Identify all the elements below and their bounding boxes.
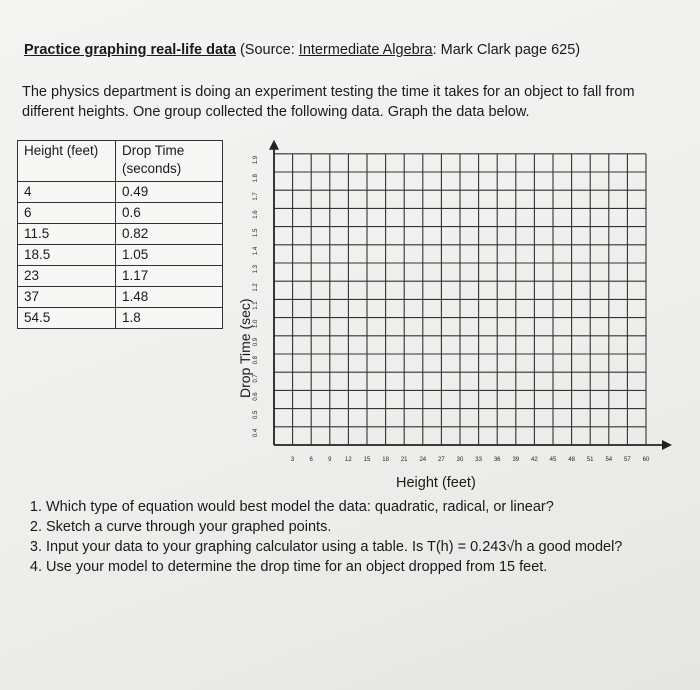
x-tick-label: 33 bbox=[475, 457, 482, 463]
table-row bbox=[18, 203, 223, 224]
source-suffix: : Mark Clark page 625) bbox=[432, 42, 581, 58]
question-item: 3. Input your data to your graphing calculator using a table. Is T(h) = 0.243√h a good model? bbox=[46, 537, 696, 557]
x-tick-label: 21 bbox=[400, 457, 408, 463]
y-tick-label: 1.9 bbox=[253, 155, 259, 165]
y-axis-label: Drop Time (sec) bbox=[237, 298, 253, 398]
x-tick-label: 57 bbox=[624, 457, 631, 463]
y-tick-label: 1.4 bbox=[253, 246, 259, 256]
worksheet-title bbox=[24, 42, 580, 58]
x-tick-label: 42 bbox=[531, 457, 538, 463]
x-tick-label: 27 bbox=[438, 457, 445, 463]
table-header-row bbox=[18, 141, 223, 182]
x-tick-label: 15 bbox=[363, 457, 371, 463]
x-tick-label: 24 bbox=[419, 457, 427, 463]
time-cell: 1.48 bbox=[116, 287, 223, 308]
y-tick-label: 1.5 bbox=[253, 228, 259, 237]
table-row bbox=[18, 308, 223, 329]
table-row bbox=[18, 224, 223, 245]
height-cell: 23 bbox=[18, 266, 116, 287]
y-tick-label: 1.2 bbox=[253, 283, 259, 292]
time-cell: 1.8 bbox=[116, 308, 223, 329]
time-cell: 1.05 bbox=[116, 245, 223, 266]
table-row bbox=[18, 287, 223, 308]
x-tick-label: 60 bbox=[642, 457, 650, 463]
x-tick-label: 3 bbox=[290, 457, 295, 463]
time-cell: 0.49 bbox=[116, 182, 223, 203]
y-tick-label: 0.8 bbox=[253, 356, 259, 365]
height-header: Height (feet) bbox=[18, 141, 116, 182]
x-tick-label: 6 bbox=[309, 457, 313, 463]
x-tick-label: 39 bbox=[512, 457, 520, 463]
y-axis-arrow-icon bbox=[269, 140, 279, 150]
graph-grid bbox=[274, 154, 646, 445]
x-axis-label: Height (feet) bbox=[396, 475, 476, 491]
x-tick-label: 36 bbox=[493, 457, 501, 463]
y-tick-label: 1.7 bbox=[253, 192, 259, 201]
x-tick-label: 18 bbox=[382, 457, 389, 463]
y-tick-labels bbox=[253, 155, 259, 437]
table-row bbox=[18, 245, 223, 266]
x-tick-label: 45 bbox=[549, 457, 557, 463]
table-row bbox=[18, 182, 223, 203]
question-item: 2. Sketch a curve through your graphed points. bbox=[46, 517, 696, 537]
table-row bbox=[18, 266, 223, 287]
y-tick-label: 1.0 bbox=[253, 319, 259, 328]
question-list bbox=[20, 497, 696, 577]
data-table bbox=[17, 140, 223, 329]
y-tick-label: 1.8 bbox=[253, 174, 259, 183]
x-tick-label: 9 bbox=[328, 457, 332, 463]
x-tick-label: 48 bbox=[568, 457, 575, 463]
x-tick-label: 30 bbox=[456, 457, 464, 463]
source-prefix: (Source: bbox=[235, 42, 299, 58]
blank-graph bbox=[230, 136, 690, 466]
height-cell: 6 bbox=[18, 203, 116, 224]
y-tick-label: 0.7 bbox=[253, 374, 259, 383]
y-tick-label: 1.6 bbox=[253, 210, 259, 219]
x-tick-label: 51 bbox=[586, 457, 594, 463]
intro-paragraph: The physics department is doing an experiment testing the time it takes for an object to fall from different heights. One group collected the following data. Graph the data below. bbox=[22, 84, 635, 120]
x-tick-label: 12 bbox=[345, 457, 352, 463]
source-book: Intermediate Algebra bbox=[298, 42, 433, 58]
y-tick-label: 0.6 bbox=[253, 392, 259, 401]
time-header: Drop Time (seconds) bbox=[116, 141, 223, 182]
y-tick-label: 0.5 bbox=[253, 410, 259, 419]
height-cell: 11.5 bbox=[18, 224, 116, 245]
height-cell: 54.5 bbox=[18, 308, 116, 329]
question-item: 1. Which type of equation would best model the data: quadratic, radical, or linear? bbox=[46, 497, 696, 517]
time-cell: 0.6 bbox=[116, 203, 223, 224]
x-tick-label: 54 bbox=[605, 457, 613, 463]
title-bold: Practice graphing real-life data bbox=[24, 42, 236, 58]
height-cell: 4 bbox=[18, 182, 116, 203]
time-cell: 1.17 bbox=[116, 266, 223, 287]
question-item: 4. Use your model to determine the drop time for an object dropped from 15 feet. bbox=[46, 557, 696, 577]
y-tick-label: 0.4 bbox=[253, 428, 259, 438]
x-axis-arrow-icon bbox=[662, 440, 672, 450]
time-cell: 0.82 bbox=[116, 224, 223, 245]
y-tick-label: 1.3 bbox=[253, 265, 259, 274]
height-cell: 18.5 bbox=[18, 245, 116, 266]
y-tick-label: 0.9 bbox=[253, 337, 259, 347]
y-tick-label: 1.1 bbox=[253, 301, 259, 310]
x-tick-labels bbox=[291, 457, 650, 463]
height-cell: 37 bbox=[18, 287, 116, 308]
